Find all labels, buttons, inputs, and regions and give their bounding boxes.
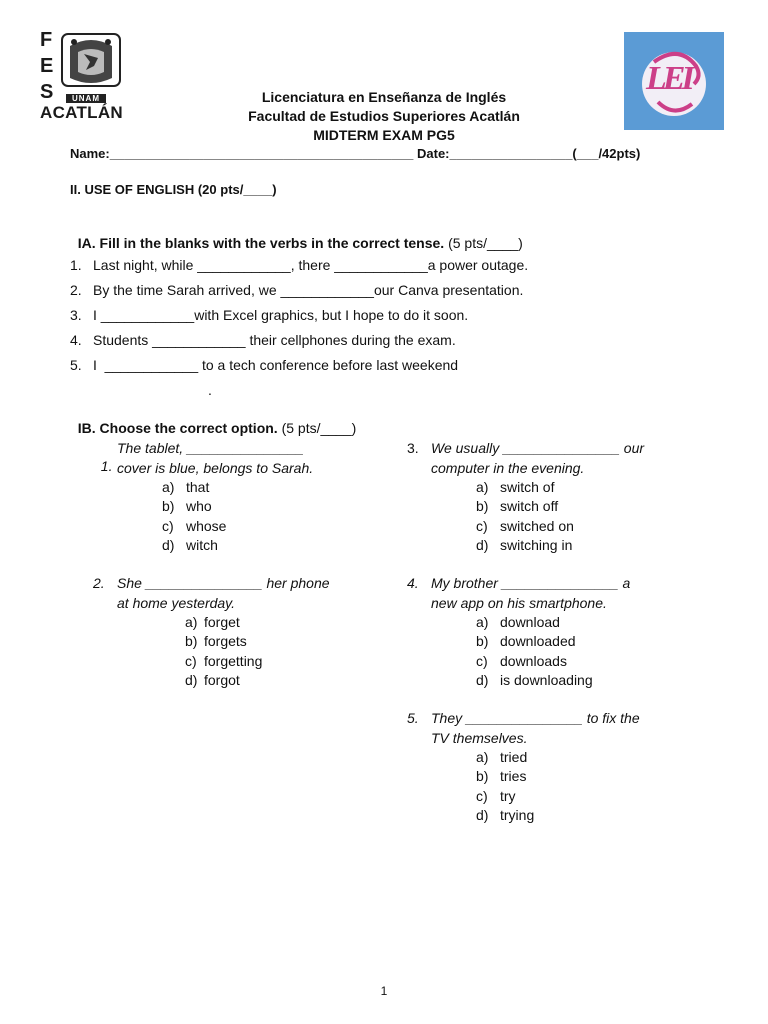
logo-acatlan-text: ACATLÁN <box>40 103 123 122</box>
exam-title: MIDTERM EXAM PG5 <box>313 127 455 143</box>
stray-period: . <box>208 382 212 398</box>
option-text: is downloading <box>500 672 593 688</box>
option-label: d) <box>476 807 489 823</box>
question-4: 4. <box>407 575 419 591</box>
option-text: switched on <box>500 518 574 534</box>
question-5: 5. <box>407 710 419 726</box>
list-item: 3. <box>70 307 82 323</box>
list-item: 4. <box>70 332 82 348</box>
question-3: 3. <box>407 440 419 456</box>
option-text: who <box>186 498 212 514</box>
option-label: a) <box>185 614 198 630</box>
option-label: a) <box>476 479 489 495</box>
logo-letter-e: E <box>40 55 54 77</box>
section-ib-points: (5 pts/____) <box>277 420 357 436</box>
option-text: that <box>186 479 210 495</box>
unam-label: UNAM <box>66 94 106 103</box>
option-text: forget <box>204 614 240 630</box>
fill-blank-item-3: I ____________with Excel graphics, but I hope to do it soon. <box>93 307 469 323</box>
question-2-line1: She _______________ her phone <box>117 575 330 591</box>
question-1-line1: The tablet, _______________ <box>117 440 304 456</box>
name-date-line: Name:__________________________________________ Date:_________________(___/42pts) <box>70 146 641 161</box>
lei-letters: LEI <box>646 60 691 97</box>
option-label: b) <box>162 498 175 514</box>
option-label: d) <box>185 672 198 688</box>
option-text: forgets <box>204 633 247 649</box>
question-2-line2: at home yesterday. <box>117 595 236 611</box>
question-4-line2: new app on his smartphone. <box>431 595 607 611</box>
option-text: downloaded <box>500 633 576 649</box>
option-text: tries <box>500 768 527 784</box>
logo-letter-s: S <box>40 81 54 103</box>
list-item: 5. <box>70 357 82 373</box>
option-label: b) <box>476 768 489 784</box>
option-label: c) <box>476 518 488 534</box>
option-label: c) <box>476 653 488 669</box>
section-ia-points: (5 pts/____) <box>444 235 523 251</box>
option-label: a) <box>476 749 489 765</box>
option-label: c) <box>185 653 197 669</box>
option-label: c) <box>162 518 174 534</box>
option-text: downloads <box>500 653 567 669</box>
list-item: 1. <box>70 257 82 273</box>
fill-blank-item-1: Last night, while ____________, there ____________a power outage. <box>93 257 529 273</box>
section-ia-heading <box>70 216 523 252</box>
question-4-line1: My brother _______________ a <box>431 575 631 591</box>
option-text: switching in <box>500 537 573 553</box>
option-label: a) <box>162 479 175 495</box>
option-label: d) <box>476 537 489 553</box>
question-2: 2. <box>93 575 105 591</box>
section-ib-heading <box>70 401 356 437</box>
option-label: b) <box>476 633 489 649</box>
question-3-line2: computer in the evening. <box>431 460 585 476</box>
option-text: try <box>500 788 516 804</box>
option-label: d) <box>162 537 175 553</box>
option-text: forgetting <box>204 653 263 669</box>
section-ii-heading: II. USE OF ENGLISH (20 pts/____) <box>70 182 277 197</box>
question-5-line2: TV themselves. <box>431 730 528 746</box>
option-text: tried <box>500 749 528 765</box>
question-1-line2: cover is blue, belongs to Sarah. <box>117 460 314 476</box>
option-text: download <box>500 614 560 630</box>
option-label: d) <box>476 672 489 688</box>
option-label: a) <box>476 614 489 630</box>
question-3-line1: We usually _______________ our <box>431 440 645 456</box>
list-item: 2. <box>70 282 82 298</box>
page-number: 1 <box>380 984 388 998</box>
option-label: b) <box>185 633 198 649</box>
option-text: witch <box>186 537 218 553</box>
fill-blank-item-4: Students ____________ their cellphones during the exam. <box>93 332 456 348</box>
logo-letter-f: F <box>40 29 53 51</box>
section-ib-title: IB. Choose the correct option. <box>77 420 278 436</box>
option-text: whose <box>186 518 227 534</box>
option-text: forgot <box>204 672 240 688</box>
section-ia-title: IA. Fill in the blanks with the verbs in the correct tense. <box>77 235 445 251</box>
question-5-line1: They _______________ to fix the <box>431 710 640 726</box>
option-label: c) <box>476 788 488 804</box>
unam-seal-icon <box>60 32 122 92</box>
program-title: Licenciatura en Enseñanza de Inglés <box>261 89 507 105</box>
option-label: b) <box>476 498 489 514</box>
fill-blank-item-2: By the time Sarah arrived, we ____________our Canva presentation. <box>93 282 524 298</box>
faculty-title: Facultad de Estudios Superiores Acatlán <box>248 108 520 124</box>
question-1: 1. <box>100 458 113 474</box>
option-text: trying <box>500 807 535 823</box>
option-text: switch of <box>500 479 555 495</box>
option-text: switch off <box>500 498 559 514</box>
fill-blank-item-5: I ____________ to a tech conference before last weekend <box>93 357 459 373</box>
